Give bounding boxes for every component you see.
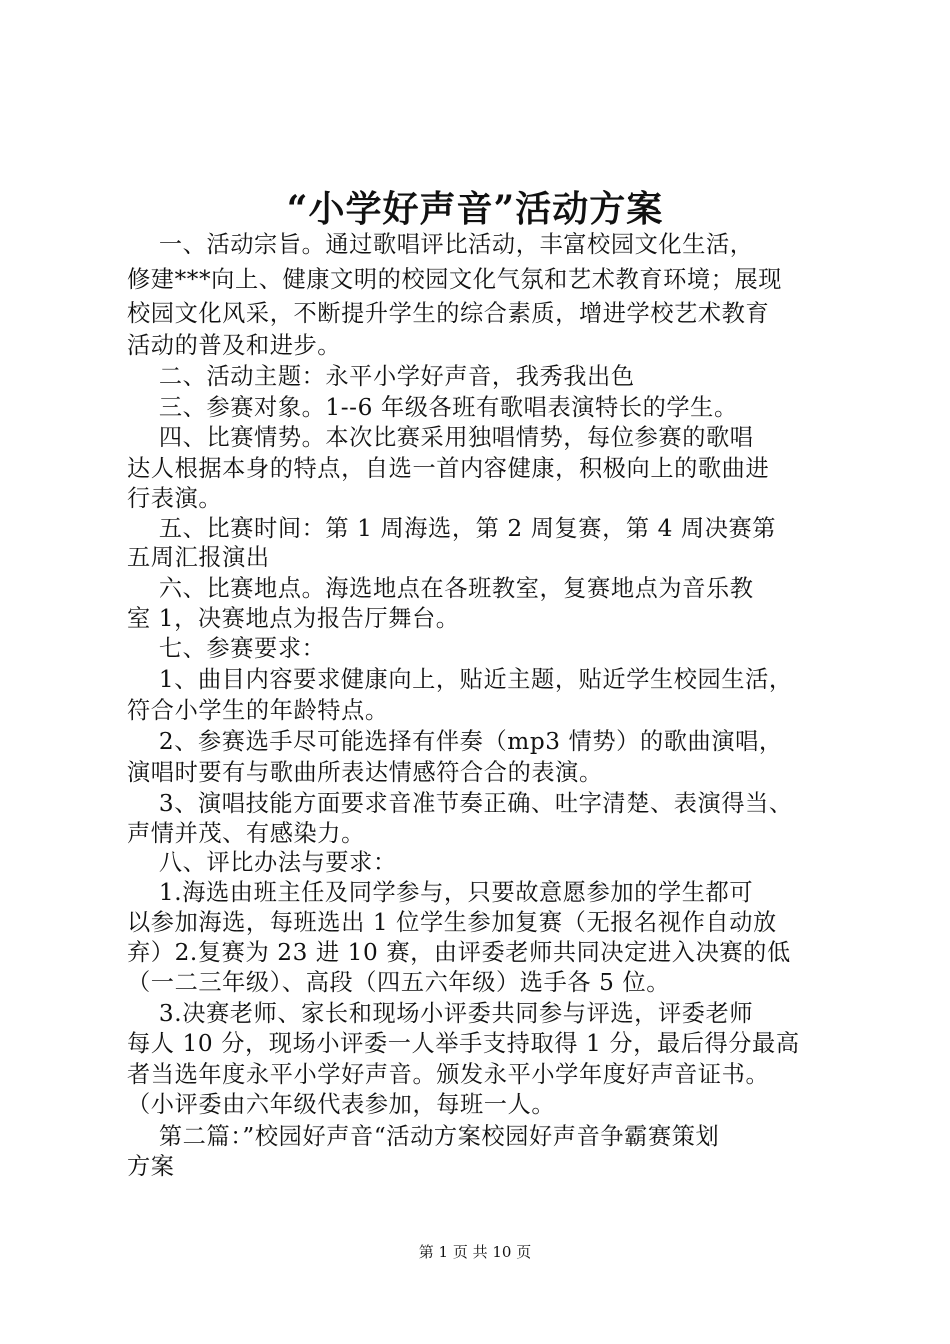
- body-line: 达人根据本身的特点，自选一首内容健康，积极向上的歌曲进: [127, 455, 770, 482]
- body-line: 四、比赛情势。本次比赛采用独唱情势，每位参赛的歌唱: [127, 424, 754, 451]
- body-line: 1.海选由班主任及同学参与，只要故意愿参加的学生都可: [127, 879, 754, 906]
- body-line: 方案: [127, 1153, 175, 1180]
- body-line: 三、参赛对象。1--6 年级各班有歌唱表演特长的学生。: [127, 394, 738, 421]
- body-line: 演唱时要有与歌曲所表达情感符合合的表演。: [127, 759, 603, 786]
- body-line: 校园文化风采，不断提升学生的综合素质，增进学校艺术教育: [127, 300, 770, 327]
- document-title: “小学好声音”活动方案: [286, 188, 664, 230]
- body-line: 七、参赛要求：: [127, 635, 326, 662]
- body-line: 第二篇：”校园好声音“活动方案校园好声音争霸赛策划: [127, 1123, 720, 1150]
- body-line: 修建***向上、健康文明的校园文化气氛和艺术教育环境；展现: [127, 266, 783, 293]
- body-line: 一、活动宗旨。通过歌唱评比活动，丰富校园文化生活，: [127, 231, 754, 258]
- body-line: 符合小学生的年龄特点。: [127, 697, 389, 724]
- body-line: 以参加海选，每班选出 1 位学生参加复赛（无报名视作自动放: [127, 909, 777, 936]
- body-line: 3、演唱技能方面要求音准节奏正确、吐字清楚、表演得当、: [127, 790, 793, 817]
- body-line: 1、曲目内容要求健康向上，贴近主题，贴近学生校园生活，: [127, 666, 793, 693]
- body-line: 二、活动主题：永平小学好声音，我秀我出色: [127, 363, 635, 390]
- body-line: 弃）2.复赛为 23 进 10 赛，由评委老师共同决定进入决赛的低: [127, 939, 791, 966]
- body-line: 每人 10 分，现场小评委一人举手支持取得 1 分，最后得分最高: [127, 1030, 800, 1057]
- page-number-footer: 第 1 页 共 10 页: [418, 1243, 532, 1261]
- body-line: 行表演。: [127, 485, 223, 512]
- body-line: 八、评比办法与要求：: [127, 849, 397, 876]
- body-line: 五周汇报演出: [127, 544, 270, 571]
- body-line: 2、参赛选手尽可能选择有伴奏（mp3 情势）的歌曲演唱，: [127, 728, 783, 755]
- body-line: 者当选年度永平小学好声音。颁发永平小学年度好声音证书。: [127, 1061, 770, 1088]
- body-line: 室 1，决赛地点为报告厅舞台。: [127, 605, 460, 632]
- body-line: 活动的普及和进步。: [127, 332, 342, 359]
- body-line: 五、比赛时间：第 1 周海选，第 2 周复赛，第 4 周决赛第: [127, 515, 777, 542]
- body-line: 六、比赛地点。海选地点在各班教室，复赛地点为音乐教: [127, 575, 754, 602]
- body-line: （小评委由六年级代表参加，每班一人。: [127, 1091, 556, 1118]
- body-line: 3.决赛老师、家长和现场小评委共同参与评选，评委老师: [127, 1000, 754, 1027]
- body-line: （一二三年级）、高段（四五六年级）选手各 5 位。: [127, 969, 671, 996]
- body-line: 声情并茂、有感染力。: [127, 820, 365, 847]
